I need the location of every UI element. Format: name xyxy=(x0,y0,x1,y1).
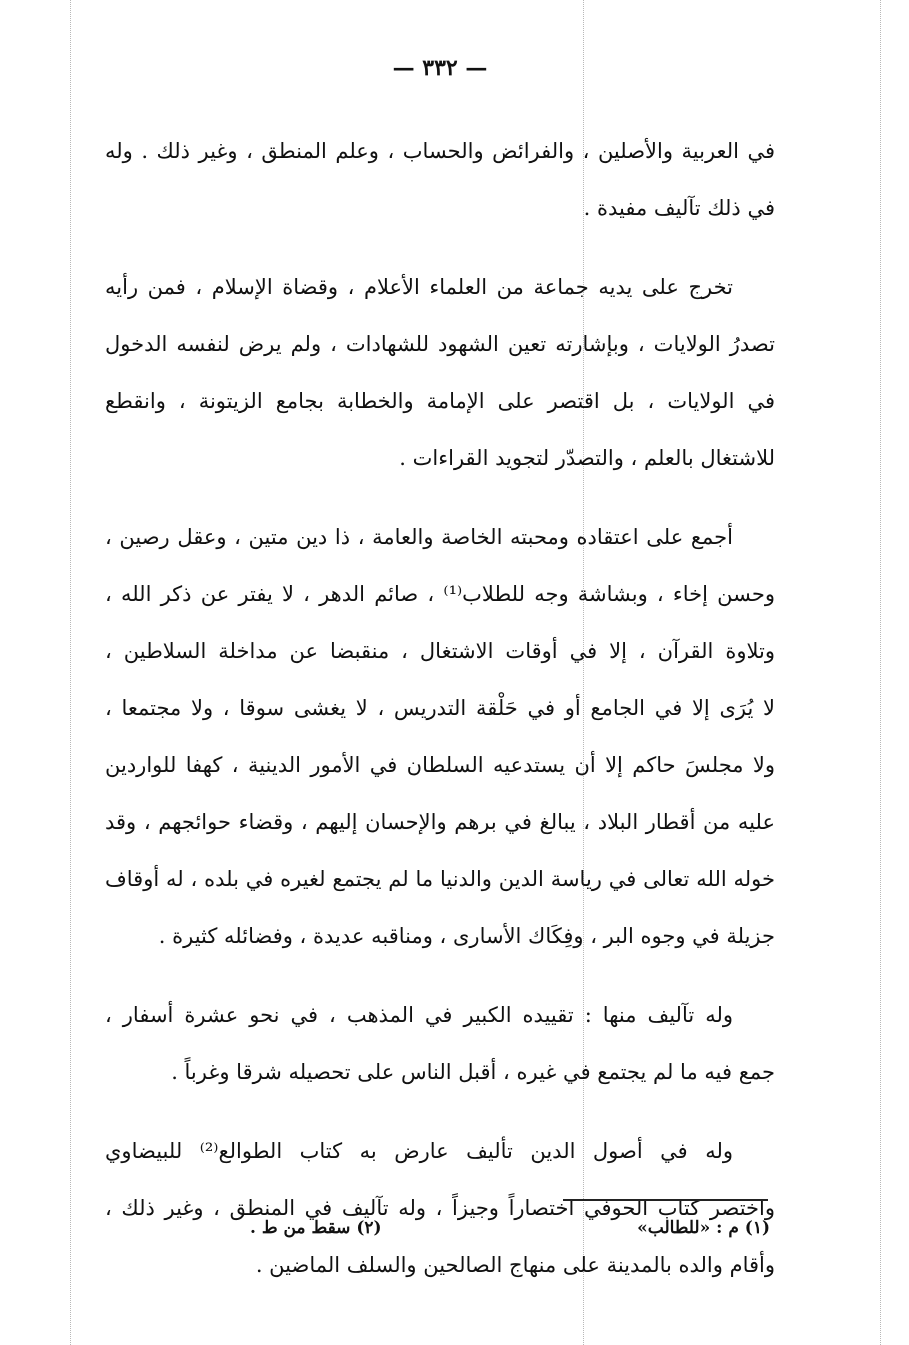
footnote-2: (٢) سقط من ط . xyxy=(250,1218,382,1238)
text-line: وحسن إخاء ، وبشاشة وجه للطلاب⁽¹⁾ ، صائم الدهر ، لا يفتر عن ذكر الله ، xyxy=(105,582,775,606)
footnotes xyxy=(250,1218,770,1238)
text-line: جزيلة في وجوه البر ، وفِكَاك الأسارى ، ومناقبه عديدة ، وفضائله كثيرة . xyxy=(158,924,775,948)
scan-fold-line-right xyxy=(880,0,881,1345)
text-line: واختصر كتاب الحوفي اختصاراً وجيزاً ، وله تآليف في المنطق ، وغير ذلك ، xyxy=(105,1196,775,1220)
text-line: وتلاوة القرآن ، إلا في أوقات الاشتغال ، منقبضا عن مداخلة السلاطين ، xyxy=(105,639,775,663)
paragraph-3 xyxy=(105,509,775,965)
footnote-separator xyxy=(563,1199,768,1201)
text-line: خوله الله تعالى في رياسة الدين والدنيا ما لم يجتمع لغيره في بلده ، له أوقاف xyxy=(105,867,775,891)
text-line: وأقام والده بالمدينة على منهاج الصالحين والسلف الماضين . xyxy=(255,1253,775,1277)
paragraph-4 xyxy=(105,987,775,1101)
scan-fold-line-left xyxy=(70,0,71,1345)
paragraph-1 xyxy=(105,123,775,237)
text-line: في ذلك تآليف مفيدة . xyxy=(583,196,775,220)
footnote-1: (١) م : «للطالب» xyxy=(637,1218,770,1238)
text-line: وله في أصول الدين تأليف عارض به كتاب الطوالع⁽²⁾ للبيضاوي xyxy=(105,1139,733,1163)
paragraph-2 xyxy=(105,259,775,487)
book-page xyxy=(105,55,775,1316)
text-line: تصدرُ الولايات ، وبإشارته تعين الشهود للشهادات ، ولم يرض لنفسه الدخول xyxy=(105,332,775,356)
text-line: للاشتغال بالعلم ، والتصدّر لتجويد القراءات . xyxy=(399,446,775,470)
text-line: جمع فيه ما لم يجتمع في غيره ، أقبل الناس على تحصيله شرقا وغرباً . xyxy=(171,1060,775,1084)
text-line: لا يُرَى إلا في الجامع أو في حَلْقة التدريس ، لا يغشى سوقا ، ولا مجتمعا ، xyxy=(105,696,775,720)
page-number: — ٣٣٢ — xyxy=(392,55,488,81)
text-line: عليه من أقطار البلاد ، يبالغ في برهم والإحسان إليهم ، وقضاء حوائجهم ، وقد xyxy=(105,810,775,834)
text-line: ولا مجلسَ حاكم إلا أن يستدعيه السلطان في الأمور الدينية ، كهفا للواردين xyxy=(105,753,775,777)
text-line: أجمع على اعتقاده ومحبته الخاصة والعامة ، ذا دين متين ، وعقل رصين ، xyxy=(105,525,733,549)
text-line: تخرج على يديه جماعة من العلماء الأعلام ، وقضاة الإسلام ، فمن رأيه xyxy=(105,275,733,299)
text-line: في العربية والأصلين ، والفرائض والحساب ، وعلم المنطق ، وغير ذلك . وله xyxy=(105,139,775,163)
text-line: في الولايات ، بل اقتصر على الإمامة والخطابة بجامع الزيتونة ، وانقطع xyxy=(105,389,775,413)
paragraph-5 xyxy=(105,1123,775,1294)
text-line: وله تآليف منها : تقييده الكبير في المذهب ، في نحو عشرة أسفار ، xyxy=(105,1003,733,1027)
